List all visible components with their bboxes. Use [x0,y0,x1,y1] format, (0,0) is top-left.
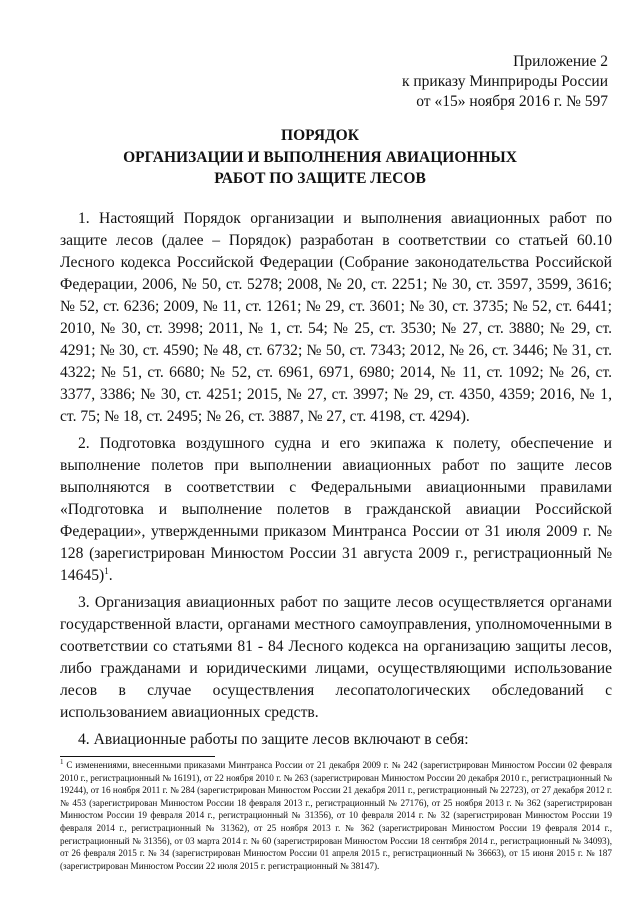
footnote-reference[interactable]: 1 [104,565,109,576]
footnote-text: С изменениями, внесенными приказами Минтранса России от 21 декабря 2009 г. № 242 (зарегистрирован Минюстом России 02 февраля 2010 г., регистрационный № 16191), от 22 ноября 2010 г. № 263 (зарегистрирован Минюстом России 20 декабря 2010 г., регистрационный № 19244), от 16 ноября 2011 г. № 284 (зарегистрирован Минюстом России 21 декабря 2011 г., регистрационный № 22723), от 27 декабря 2012 г. № 453 (зарегистрирован Минюстом России 18 февраля 2013 г., регистрационный № 27176), от 25 ноября 2013 г. № 362 (зарегистрирован Минюстом России 19 февраля 2014 г., регистрационный № 31356), от 10 февраля 2014 г. № 32 (зарегистрирован Минюстом России 19 февраля 2014 г., регистрационный № 31362), от 25 ноября 2013 г. № 362 (зарегистрирован Минюстом России 19 февраля 2014 г., регистрационный № 31356), от 03 марта 2014 г. № 60 (зарегистрирован Минюстом России 18 сентября 2014 г., регистрационный № 34093), от 26 февраля 2015 г. № 34 (зарегистрирован Минюстом России 01 апреля 2015 г., регистрационный № 36663), от 15 июня 2015 г. № 187 (зарегистрирован Минюстом России 22 июля 2015 г. регистрационный № 38147). [60,760,612,871]
paragraph-2-text: 2. Подготовка воздушного судна и его экипажа к полету, обеспечение и выполнение полетов при выполнении авиационных работ по защите лесов выполняются в соответствии с Федеральными авиационными правилами «Подготовка и выполнение полетов в гражданской авиации Российской Федерации», утвержденными приказом Минтранса России от 31 июля 2009 г. № 128 (зарегистрирован Минюстом России 31 августа 2009 г., регистрационный № 14645) [60,435,612,584]
appendix-order-ref: к приказу Минприроды России [401,73,608,90]
paragraph-4: 4. Авиационные работы по защите лесов включают в себя: [78,731,469,748]
footnote-divider [60,756,215,757]
document-title [40,125,600,190]
appendix-order-date: от «15» ноября 2016 г. № 597 [416,93,608,110]
paragraph-2-tail: . [108,567,113,584]
document-body [60,208,612,751]
appendix-number: Приложение 2 [513,53,608,70]
title-line-2: ОРГАНИЗАЦИИ И ВЫПОЛНЕНИЯ АВИАЦИОННЫХ [123,148,517,166]
paragraph-2 [60,433,612,587]
title-line-3: РАБОТ ПО ЗАЩИТЕ ЛЕСОВ [214,170,426,187]
appendix-header [348,52,608,112]
title-line-1: ПОРЯДОК [281,127,359,144]
paragraph-3: 3. Организация авиационных работ по защите лесов осуществляется органами государственной власти, органами местного самоуправления, уполномоченными в соответствии со статьями 81 - 84 Лесного кодекса на организацию защиты лесов, либо гражданами и юридическими лицами, осуществляющими использование лесов в случае осуществления лесопатологических обследований с использованием авиационных средств. [60,594,612,721]
paragraph-1: 1. Настоящий Порядок организации и выполнения авиационных работ по защите лесов (далее – Порядок) разработан в соответствии со статьей 60.10 Лесного кодекса Российской Федерации (Собрание законодательства Российской Федерации, 2006, № 50, ст. 5278; 2008, № 20, ст. 2251; № 30, ст. 3597, 3599, 3616; № 52, ст. 6236; 2009, № 11, ст. 1261; № 29, ст. 3601; № 30, ст. 3735; № 52, ст. 6441; 2010, № 30, ст. 3998; 2011, № 1, ст. 54; № 25, ст. 3530; № 27, ст. 3880; № 29, ст. 4291; № 30, ст. 4590; № 48, ст. 6732; № 50, ст. 7343; 2012, № 26, ст. 3446; № 31, ст. 4322; № 51, ст. 6680; № 52, ст. 6961, 6971, 6980; 2014, № 11, ст. 1092; № 26, ст. 3377, 3386; № 30, ст. 4251; 2015, № 27, ст. 3997; № 29, ст. 4350, 4359; 2016, № 1, ст. 75; № 18, ст. 2495; № 26, ст. 3887, № 27, ст. 4198, ст. 4294). [60,210,612,425]
footnote-mark: 1 [60,757,64,766]
footnote [60,759,612,872]
